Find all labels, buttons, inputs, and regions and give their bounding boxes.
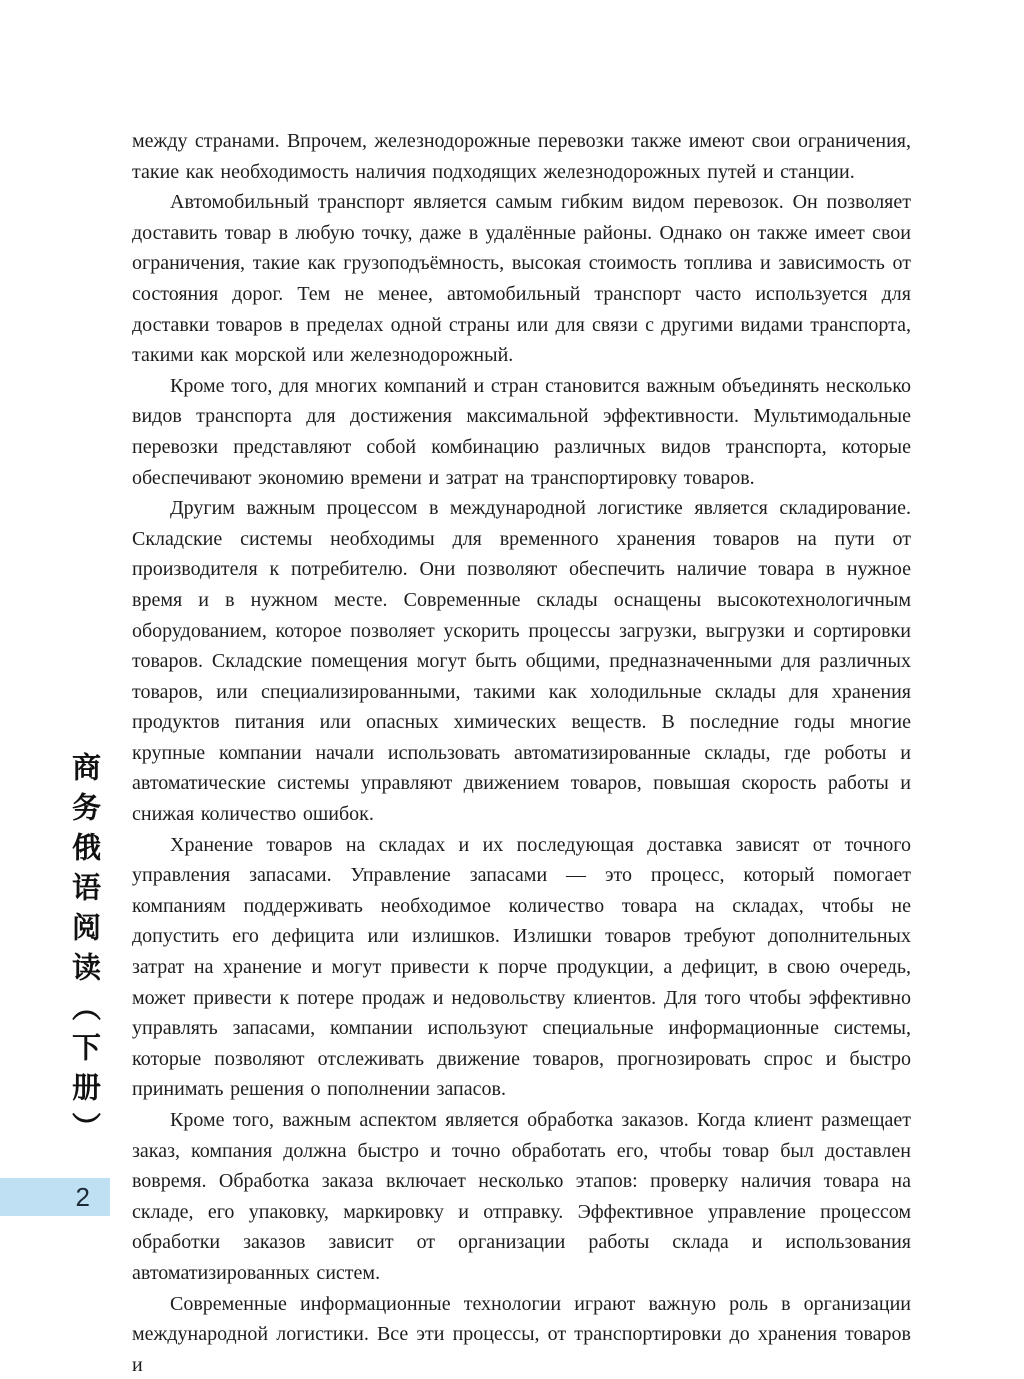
paragraph: Другим важным процессом в международной логистике является складирование. Складские системы необходимы для временного хранения товаров на пути от производителя к потребителю. Они позволяют обеспечить наличие товара в нужное время и в нужном месте. Современные склады оснащены высокотехнологичным оборудованием, которое позволяет ускорить процессы загрузки, выгрузки и сортировки товаров. Складские помещения могут быть общими, предназначенными для различных товаров, или специализированными, такими как холодильные склады для хранения продуктов питания или опасных химических веществ. В последние годы многие крупные компании начали использовать автоматизированные склады, где роботы и автоматические системы управляют движением товаров, повышая скорость работы и снижая количество ошибок. — [132, 497, 911, 826]
paragraph: Хранение товаров на складах и их последующая доставка зависят от точного управления запасами. Управление запасами — это процесс, который помогает компаниям поддерживать необходимое количество товара на складах, чтобы не допустить его дефицита или излишков. Излишки товаров требуют дополнительных затрат на хранение и могут привести к порче продукции, а дефицит, в свою очередь, может привести к потере продаж и недовольству клиентов. Для того чтобы эффективно управлять запасами, компании используют специальные информационные системы, которые позволяют отслеживать движение товаров, прогнозировать спрос и быстро принимать решения о пополнении запасов. — [132, 833, 911, 1101]
paragraph: Кроме того, для многих компаний и стран становится важным объединять несколько видов транспорта для достижения максимальной эффективности. Мультимодальные перевозки представляют собой комбинацию различных видов транспорта, которые обеспечивают экономию времени и затрат на транспортировку товаров. — [132, 374, 911, 489]
paragraph: между странами. Впрочем, железнодорожные перевозки также имеют свои ограничения, такие как необходимость наличия подходящих железнодорожных путей и станции. — [132, 130, 911, 183]
paragraph: Автомобильный транспорт является самым гибким видом перевозок. Он позволяет доставить товар в любую точку, даже в удалённые районы. Однако он также имеет свои ограничения, такие как грузоподъёмность, высокая стоимость топлива и зависимость от состояния дорог. Тем не менее, автомобильный транспорт часто используется для доставки товаров в пределах одной страны или для связи с другими видами транспорта, такими как морской или железнодорожный. — [132, 191, 911, 367]
page-number-badge — [0, 1178, 110, 1216]
body-text — [132, 126, 911, 1379]
paragraph: Кроме того, важным аспектом является обработка заказов. Когда клиент размещает заказ, компания должна быстро и точно обработать его, чтобы товар был доставлен вовремя. Обработка заказа включает несколько этапов: проверку наличия товара на складе, его упаковку, маркировку и отправку. Эффективное управление процессом обработки заказов зависит от организации работы склада и использования автоматизированных систем. — [132, 1109, 911, 1284]
book-title-vertical: 商务俄语阅读（下册） — [68, 752, 100, 1152]
paragraph: Современные информационные технологии играют важную роль в организации международной логистики. Все эти процессы, от транспортировки до хранения товаров и — [132, 1292, 911, 1376]
page-number: 2 — [75, 1182, 90, 1212]
